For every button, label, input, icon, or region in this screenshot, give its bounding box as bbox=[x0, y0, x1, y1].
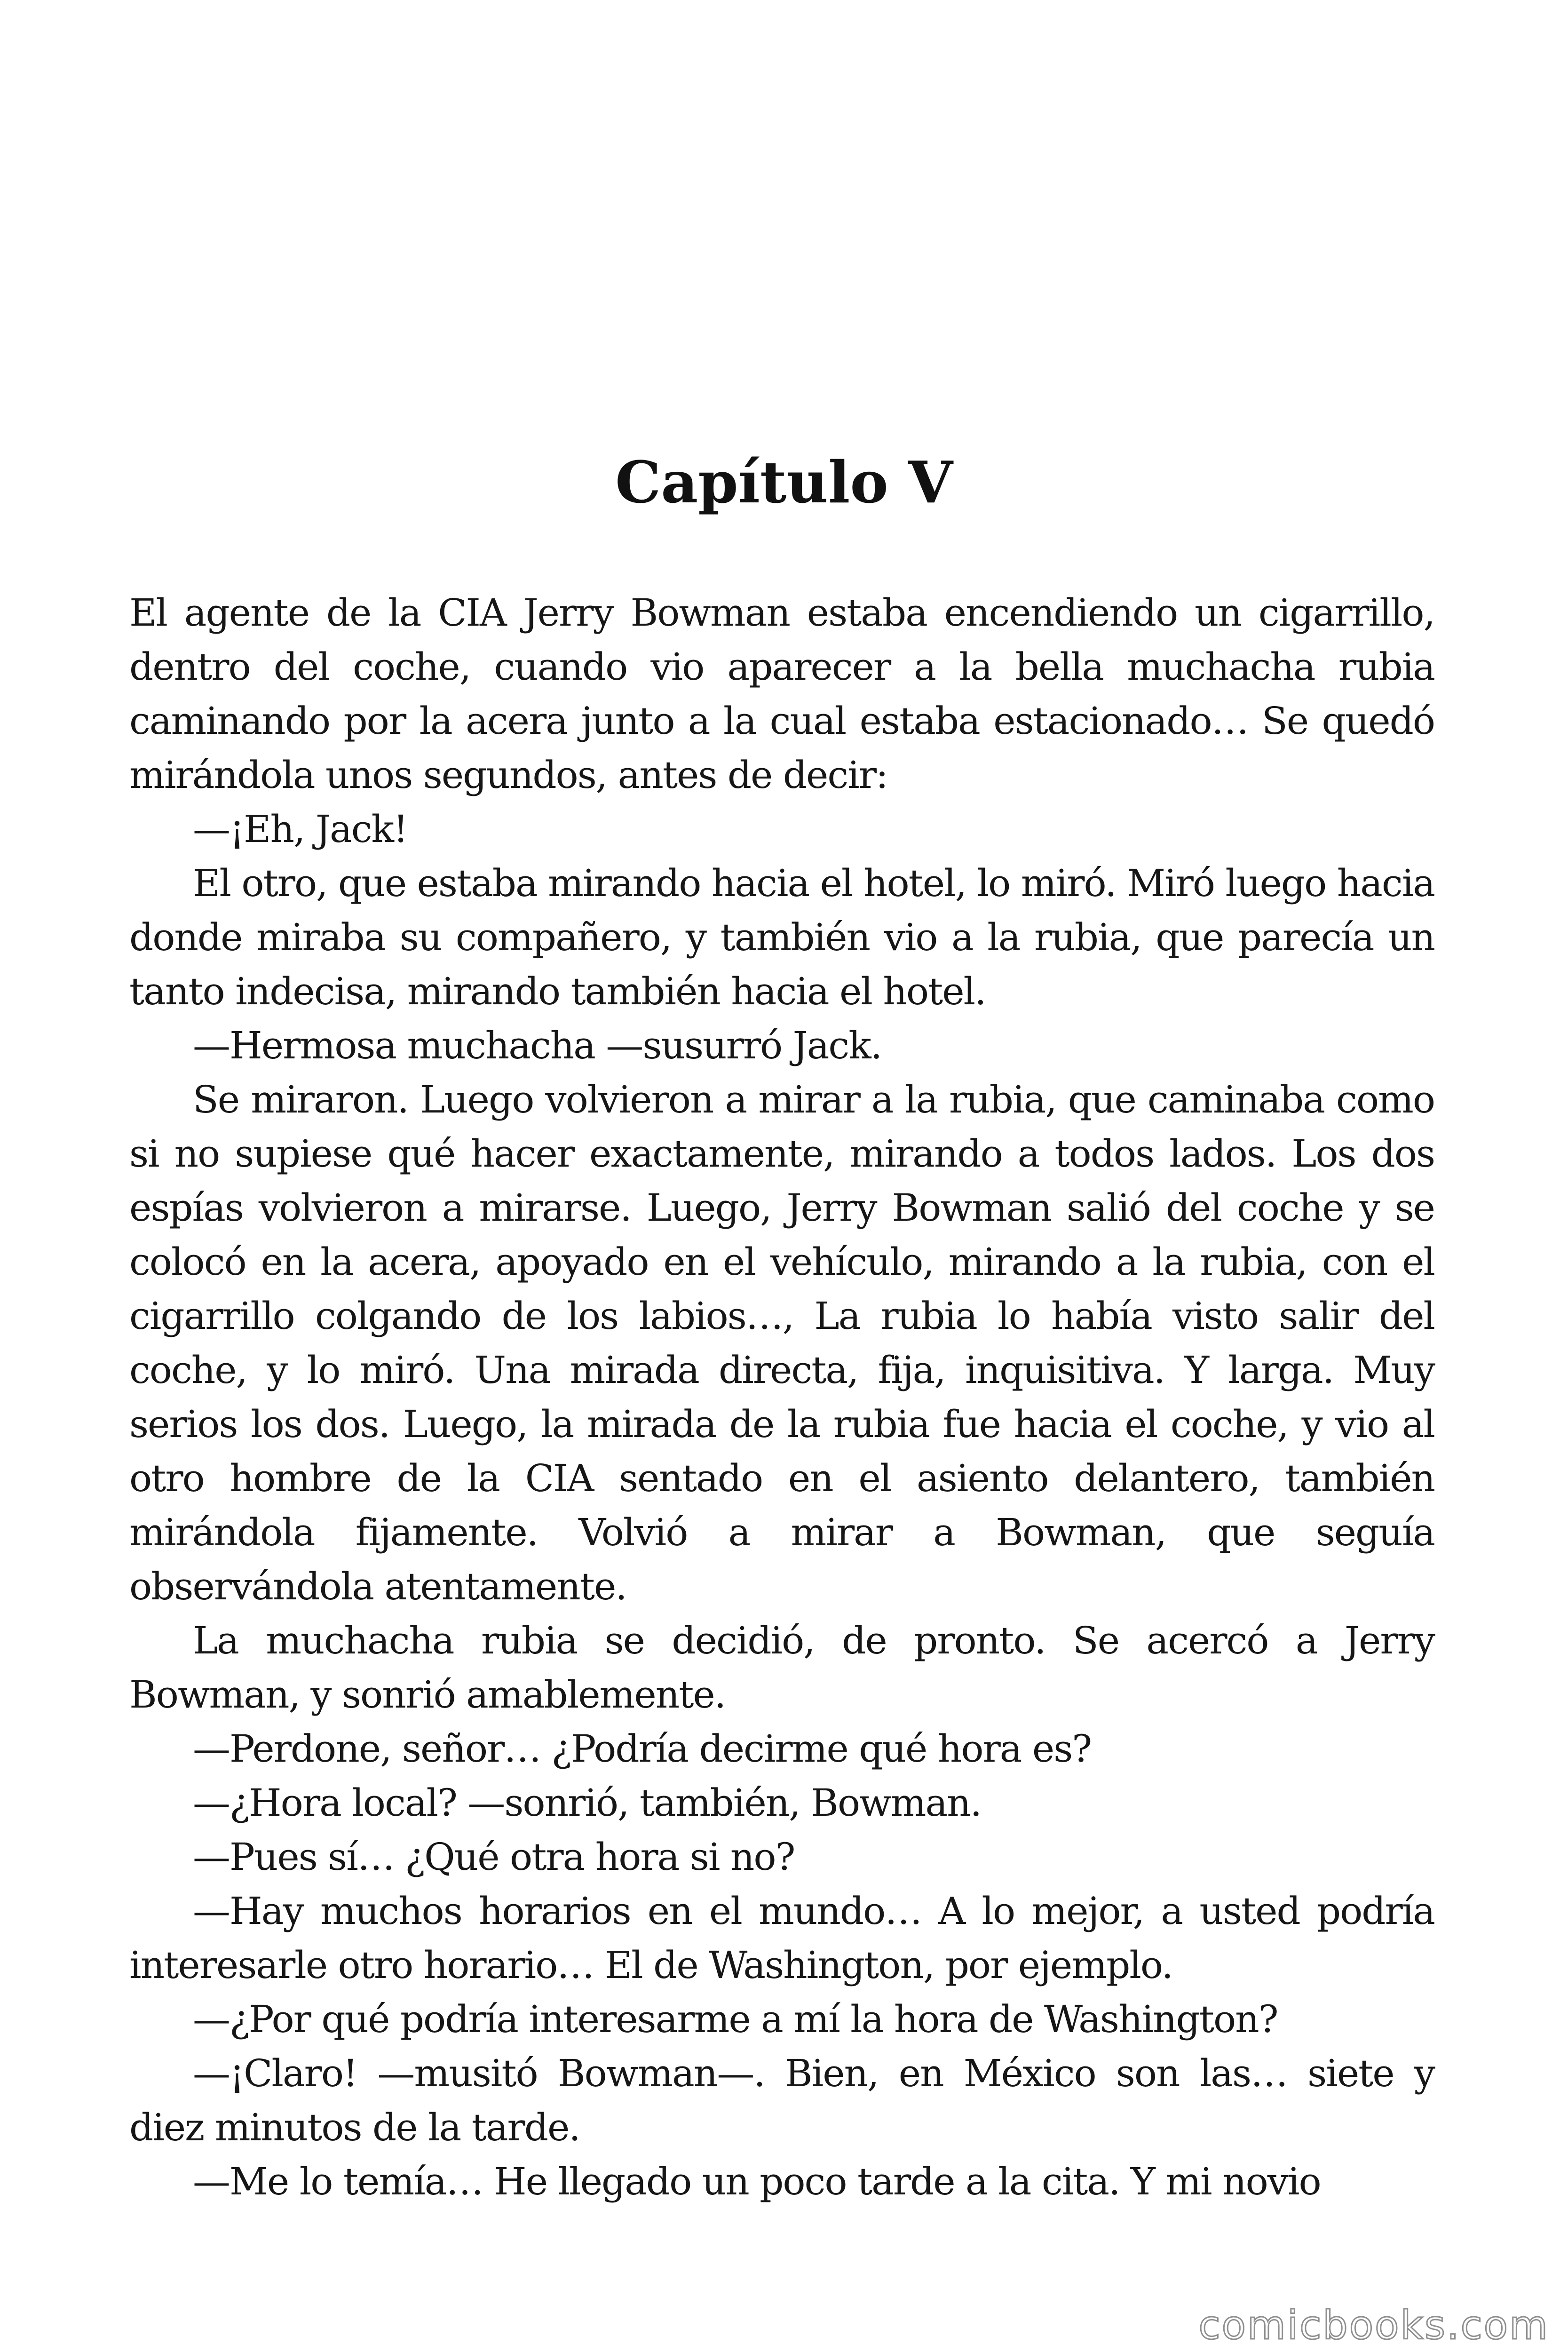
paragraph: Se miraron. Luego volvieron a mirar a la rubia, que caminaba como si no supiese qué hacer exactamente, mirando a todos lados. Los dos espías volvieron a mirarse. Luego, Jerry Bowman salió del coche y se colocó en la acera, apoyado en el vehículo, mirando a la rubia, con el cigarrillo colgando de los labios…, La rubia lo había visto salir del coche, y lo miró. Una mirada directa, fija, inquisitiva. Y larga. Muy serios los dos. Luego, la mirada de la rubia fue hacia el coche, y vio al otro hombre de la CIA sentado en el asiento delantero, también mirándola fijamente. Volvió a mirar a Bowman, que seguía observándola atentamente. bbox=[129, 1078, 1434, 1608]
paragraph: —¡Claro! —musitó Bowman—. Bien, en México son las… siete y diez minutos de la tarde. bbox=[129, 2051, 1434, 2149]
paragraph: —¿Hora local? —sonrió, también, Bowman. bbox=[193, 1781, 982, 1825]
paragraph: —¡Eh, Jack! bbox=[193, 807, 408, 851]
paragraph: —Me lo temía… He llegado un poco tarde a la cita. Y mi novio bbox=[193, 2160, 1321, 2203]
paragraph: La muchacha rubia se decidió, de pronto. Se acercó a Jerry Bowman, y sonrió amablemente. bbox=[129, 1619, 1434, 1716]
paragraph: —Hay muchos horarios en el mundo… A lo mejor, a usted podría interesarle otro horario… El de Washington, por ejemplo. bbox=[129, 1889, 1434, 1987]
paragraph: —Hermosa muchacha —susurró Jack. bbox=[193, 1024, 882, 1067]
paragraph: El otro, que estaba mirando hacia el hotel, lo miró. Miró luego hacia donde miraba su compañero, y también vio a la rubia, que parecía un tanto indecisa, mirando también hacia el hotel. bbox=[129, 861, 1434, 1013]
paragraph: El agente de la CIA Jerry Bowman estaba encendiendo un cigarrillo, dentro del coche, cuando vio aparecer a la bella muchacha rubia caminando por la acera junto a la cual estaba estacionado… Se quedó mirándola unos segundos, antes de decir: bbox=[129, 591, 1434, 797]
paragraph: —Perdone, señor… ¿Podría decirme qué hora es? bbox=[193, 1727, 1092, 1771]
paragraph: —¿Por qué podría interesarme a mí la hora de Washington? bbox=[193, 1997, 1278, 2041]
chapter-body bbox=[129, 586, 1434, 2209]
site-watermark: comicbooks.com bbox=[1198, 2302, 1549, 2348]
chapter-title: Capítulo V bbox=[615, 448, 953, 516]
paragraph: —Pues sí… ¿Qué otra hora si no? bbox=[193, 1835, 795, 1879]
